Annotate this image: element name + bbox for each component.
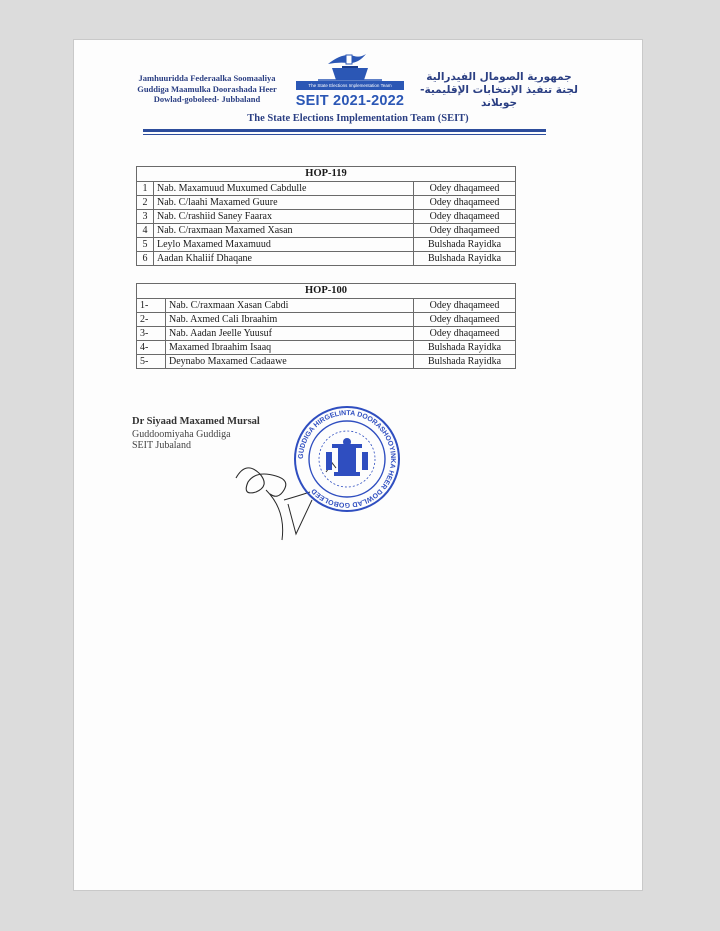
stamp-ring-text: GUDDIGA HIRGELINTA DOORASHOOYINKA HEER DOWLAD GOBOLEED xyxy=(297,409,397,509)
row-number: 5 xyxy=(137,238,154,252)
member-name: Nab. Maxamuud Muxumed Cabdulle xyxy=(154,182,414,196)
stamp-emblem-icon xyxy=(326,438,368,476)
row-number: 3- xyxy=(137,327,166,341)
row-number: 1- xyxy=(137,299,166,313)
table-row xyxy=(137,224,516,238)
table-row xyxy=(137,313,516,327)
member-role: Odey dhaqameed xyxy=(414,196,516,210)
document-page xyxy=(74,40,642,890)
row-number: 5- xyxy=(137,355,166,369)
seit-logo xyxy=(288,50,412,112)
member-role: Bulshada Rayidka xyxy=(414,238,516,252)
header-left-line-2: Guddiga Maamulka Doorashada Heer xyxy=(137,83,277,94)
member-name: Nab. Axmed Cali Ibraahim xyxy=(166,313,414,327)
table-row xyxy=(137,238,516,252)
member-name: Leylo Maxamed Maxamuud xyxy=(154,238,414,252)
header-right-line-2: لجنة تنفيذ الإنتخابات الإقليمية- جوبلاند xyxy=(420,84,578,109)
row-number: 3 xyxy=(137,210,154,224)
signatory-title: Guddoomiyaha Guddiga xyxy=(132,429,231,440)
table-row xyxy=(137,196,516,210)
member-role: Odey dhaqameed xyxy=(414,224,516,238)
table-row xyxy=(137,252,516,266)
member-role: Bulshada Rayidka xyxy=(414,341,516,355)
member-role: Odey dhaqameed xyxy=(414,313,516,327)
member-name: Nab. Aadan Jeelle Yuusuf xyxy=(166,327,414,341)
member-name: Deynabo Maxamed Cadaawe xyxy=(166,355,414,369)
header-right-arabic xyxy=(414,71,584,110)
member-name: Nab. C/raxmaan Maxamed Xasan xyxy=(154,224,414,238)
table-title: HOP-119 xyxy=(137,167,516,182)
signatory-org: SEIT Jubaland xyxy=(132,440,191,451)
row-number: 4 xyxy=(137,224,154,238)
header-left-somali xyxy=(132,73,282,105)
ballot-box-icon xyxy=(288,50,412,84)
official-stamp xyxy=(292,400,402,518)
table-row xyxy=(137,341,516,355)
member-role: Bulshada Rayidka xyxy=(414,252,516,266)
logo-band-text: The State Elections Implementation Team xyxy=(296,81,404,90)
row-number: 2- xyxy=(137,313,166,327)
member-name: Aadan Khaliif Dhaqane xyxy=(154,252,414,266)
header-divider xyxy=(143,129,546,132)
member-role: Odey dhaqameed xyxy=(414,327,516,341)
member-role: Odey dhaqameed xyxy=(414,299,516,313)
logo-year: SEIT 2021-2022 xyxy=(295,93,405,109)
header-divider-thin xyxy=(143,134,546,135)
table-row xyxy=(137,210,516,224)
hop-100-table xyxy=(136,283,516,369)
member-role: Bulshada Rayidka xyxy=(414,355,516,369)
row-number: 4- xyxy=(137,341,166,355)
row-number: 2 xyxy=(137,196,154,210)
member-name: Nab. C/rashiid Saney Faarax xyxy=(154,210,414,224)
table-row xyxy=(137,327,516,341)
page-title: The State Elections Implementation Team (SEIT) xyxy=(247,113,469,124)
member-name: Nab. C/raxmaan Xasan Cabdi xyxy=(166,299,414,313)
header-left-line-3: Dowlad-goboleed- Jubbaland xyxy=(153,94,261,104)
table-title: HOP-100 xyxy=(137,284,516,299)
member-name: Maxamed Ibraahim Isaaq xyxy=(166,341,414,355)
table-row xyxy=(137,299,516,313)
row-number: 6 xyxy=(137,252,154,266)
table-row xyxy=(137,355,516,369)
member-name: Nab. C/laahi Maxamed Guure xyxy=(154,196,414,210)
header-right-line-1: جمهورية الصومال الفيدرالية xyxy=(426,71,572,83)
hop-119-table xyxy=(136,166,516,266)
header-left-line-1: Jamhuuridda Federaalka Soomaaliya xyxy=(138,73,276,83)
member-role: Odey dhaqameed xyxy=(414,182,516,196)
signatory-name: Dr Siyaad Maxamed Mursal xyxy=(132,416,260,427)
row-number: 1 xyxy=(137,182,154,196)
table-row xyxy=(137,182,516,196)
member-role: Odey dhaqameed xyxy=(414,210,516,224)
